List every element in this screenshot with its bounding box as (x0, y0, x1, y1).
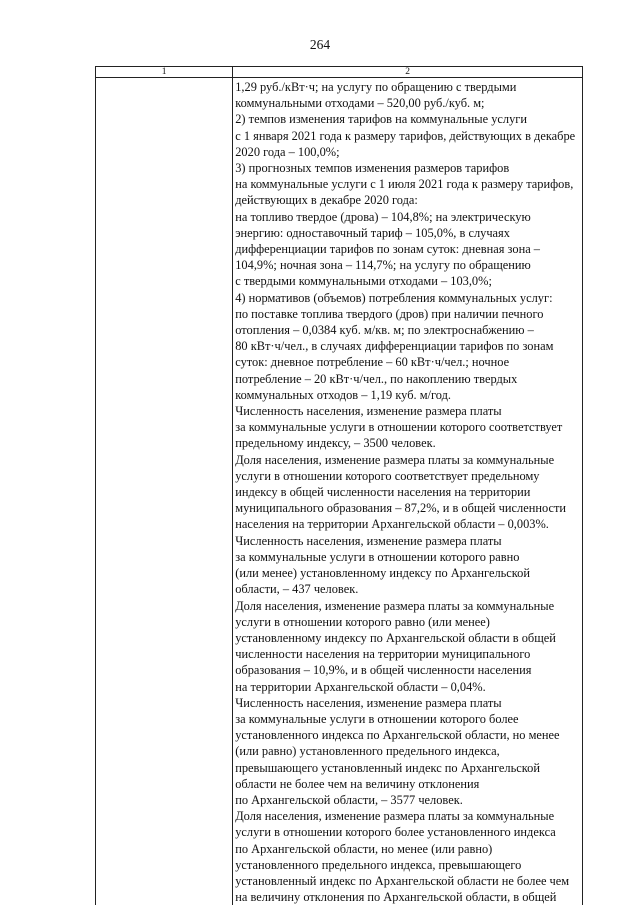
text-line: Численность населения, изменение размера платы (235, 404, 502, 419)
text-block (235, 79, 582, 905)
text-line: действующих в декабре 2020 года: (235, 193, 418, 208)
text-line: по Архангельской области, но менее (или равно) (235, 841, 493, 856)
table-header-row (96, 67, 583, 78)
text-line: 3) прогнозных темпов изменения размеров тарифов (235, 161, 510, 176)
text-line: муниципального образования – 87,2%, и в общей численности (235, 501, 567, 516)
text-line: за коммунальные услуги в отношении которого равно (235, 549, 520, 564)
text-line: услуги в отношении которого более установленного индекса (235, 825, 556, 840)
column-2-cell (233, 78, 583, 905)
text-line: услуги в отношении которого равно (или менее) (235, 614, 490, 629)
text-line: за коммунальные услуги в отношении которого соответствует (235, 420, 563, 435)
text-line: на территории Архангельской области – 0,04%. (235, 679, 486, 694)
text-line: (или равно) установленного предельного индекса, (235, 744, 500, 759)
column-1-header: 1 (96, 67, 233, 78)
text-line: коммунальными отходами – 520,00 руб./куб. м; (235, 96, 485, 111)
column-1-cell (96, 78, 233, 905)
text-line: Численность населения, изменение размера платы (235, 695, 502, 710)
text-line: установленного индекса по Архангельской области, но менее (235, 728, 560, 743)
document-table (95, 66, 583, 905)
text-line: с 1 января 2021 года к размеру тарифов, действующих в декабре (235, 128, 576, 143)
text-line: по Архангельской области, – 3577 человек. (235, 792, 463, 807)
text-line: по поставке топлива твердого (дров) при наличии печного (235, 306, 544, 321)
text-line: 80 кВт·ч/чел., в случаях дифференциации тарифов по зонам (235, 339, 554, 354)
text-line: энергию: одноставочный тариф – 105,0%, в случаях (235, 225, 510, 240)
page-number: 264 (309, 37, 331, 52)
text-line: суток: дневное потребление – 60 кВт·ч/чел.; ночное (235, 355, 510, 370)
text-line: 104,9%; ночная зона – 114,7%; на услугу по обращению (235, 258, 531, 273)
text-line: за коммунальные услуги в отношении которого более (235, 711, 519, 726)
text-line: дифференциации тарифов по зонам суток: дневная зона – (235, 242, 540, 257)
text-line: Численность населения, изменение размера платы (235, 533, 502, 548)
text-line: образования – 10,9%, и в общей численности населения (235, 663, 532, 678)
text-line: численности населения на территории муниципального (235, 647, 531, 662)
text-line: установленному индексу по Архангельской области в общей (235, 630, 556, 645)
text-line: услуги в отношении которого соответствует предельному (235, 468, 540, 483)
text-line: на величину отклонения по Архангельской области, в общей (235, 890, 557, 905)
text-line: области, – 437 человек. (235, 582, 359, 597)
text-line: установленного предельного индекса, превышающего (235, 857, 522, 872)
text-line: предельному индексу, – 3500 человек. (235, 436, 436, 451)
text-line: 4) нормативов (объемов) потребления коммунальных услуг: (235, 290, 553, 305)
text-line: установленный индекс по Архангельской области не более чем (235, 873, 570, 888)
table-body-row (96, 78, 583, 905)
text-line: с твердыми коммунальными отходами – 103,0%; (235, 274, 492, 289)
text-line: населения на территории Архангельской области – 0,003%. (235, 517, 549, 532)
text-line: Доля населения, изменение размера платы за коммунальные (235, 598, 555, 613)
text-line: Доля населения, изменение размера платы за коммунальные (235, 809, 555, 824)
text-line: отопления – 0,0384 куб. м/кв. м; по электроснабжению – (235, 323, 534, 338)
text-line: Доля населения, изменение размера платы за коммунальные (235, 452, 555, 467)
text-line: превышающего установленный индекс по Архангельской (235, 760, 540, 775)
text-line: индексу в общей численности населения на территории (235, 485, 531, 500)
text-line: на коммунальные услуги с 1 июля 2021 года к размеру тарифов, (235, 177, 574, 192)
text-line: 2) темпов изменения тарифов на коммунальные услуги (235, 112, 527, 127)
text-line: 2020 года – 100,0%; (235, 144, 340, 159)
text-line: 1,29 руб./кВт·ч; на услугу по обращению с твердыми (235, 80, 517, 94)
column-2-header: 2 (233, 67, 583, 78)
text-line: на топливо твердое (дрова) – 104,8%; на электрическую (235, 209, 531, 224)
text-line: коммунальных отходов – 1,19 куб. м/год. (235, 387, 451, 402)
text-line: потребление – 20 кВт·ч/чел., по накоплению твердых (235, 371, 518, 386)
text-line: области не более чем на величину отклонения (235, 776, 480, 791)
text-line: (или менее) установленному индексу по Архангельской (235, 566, 531, 581)
